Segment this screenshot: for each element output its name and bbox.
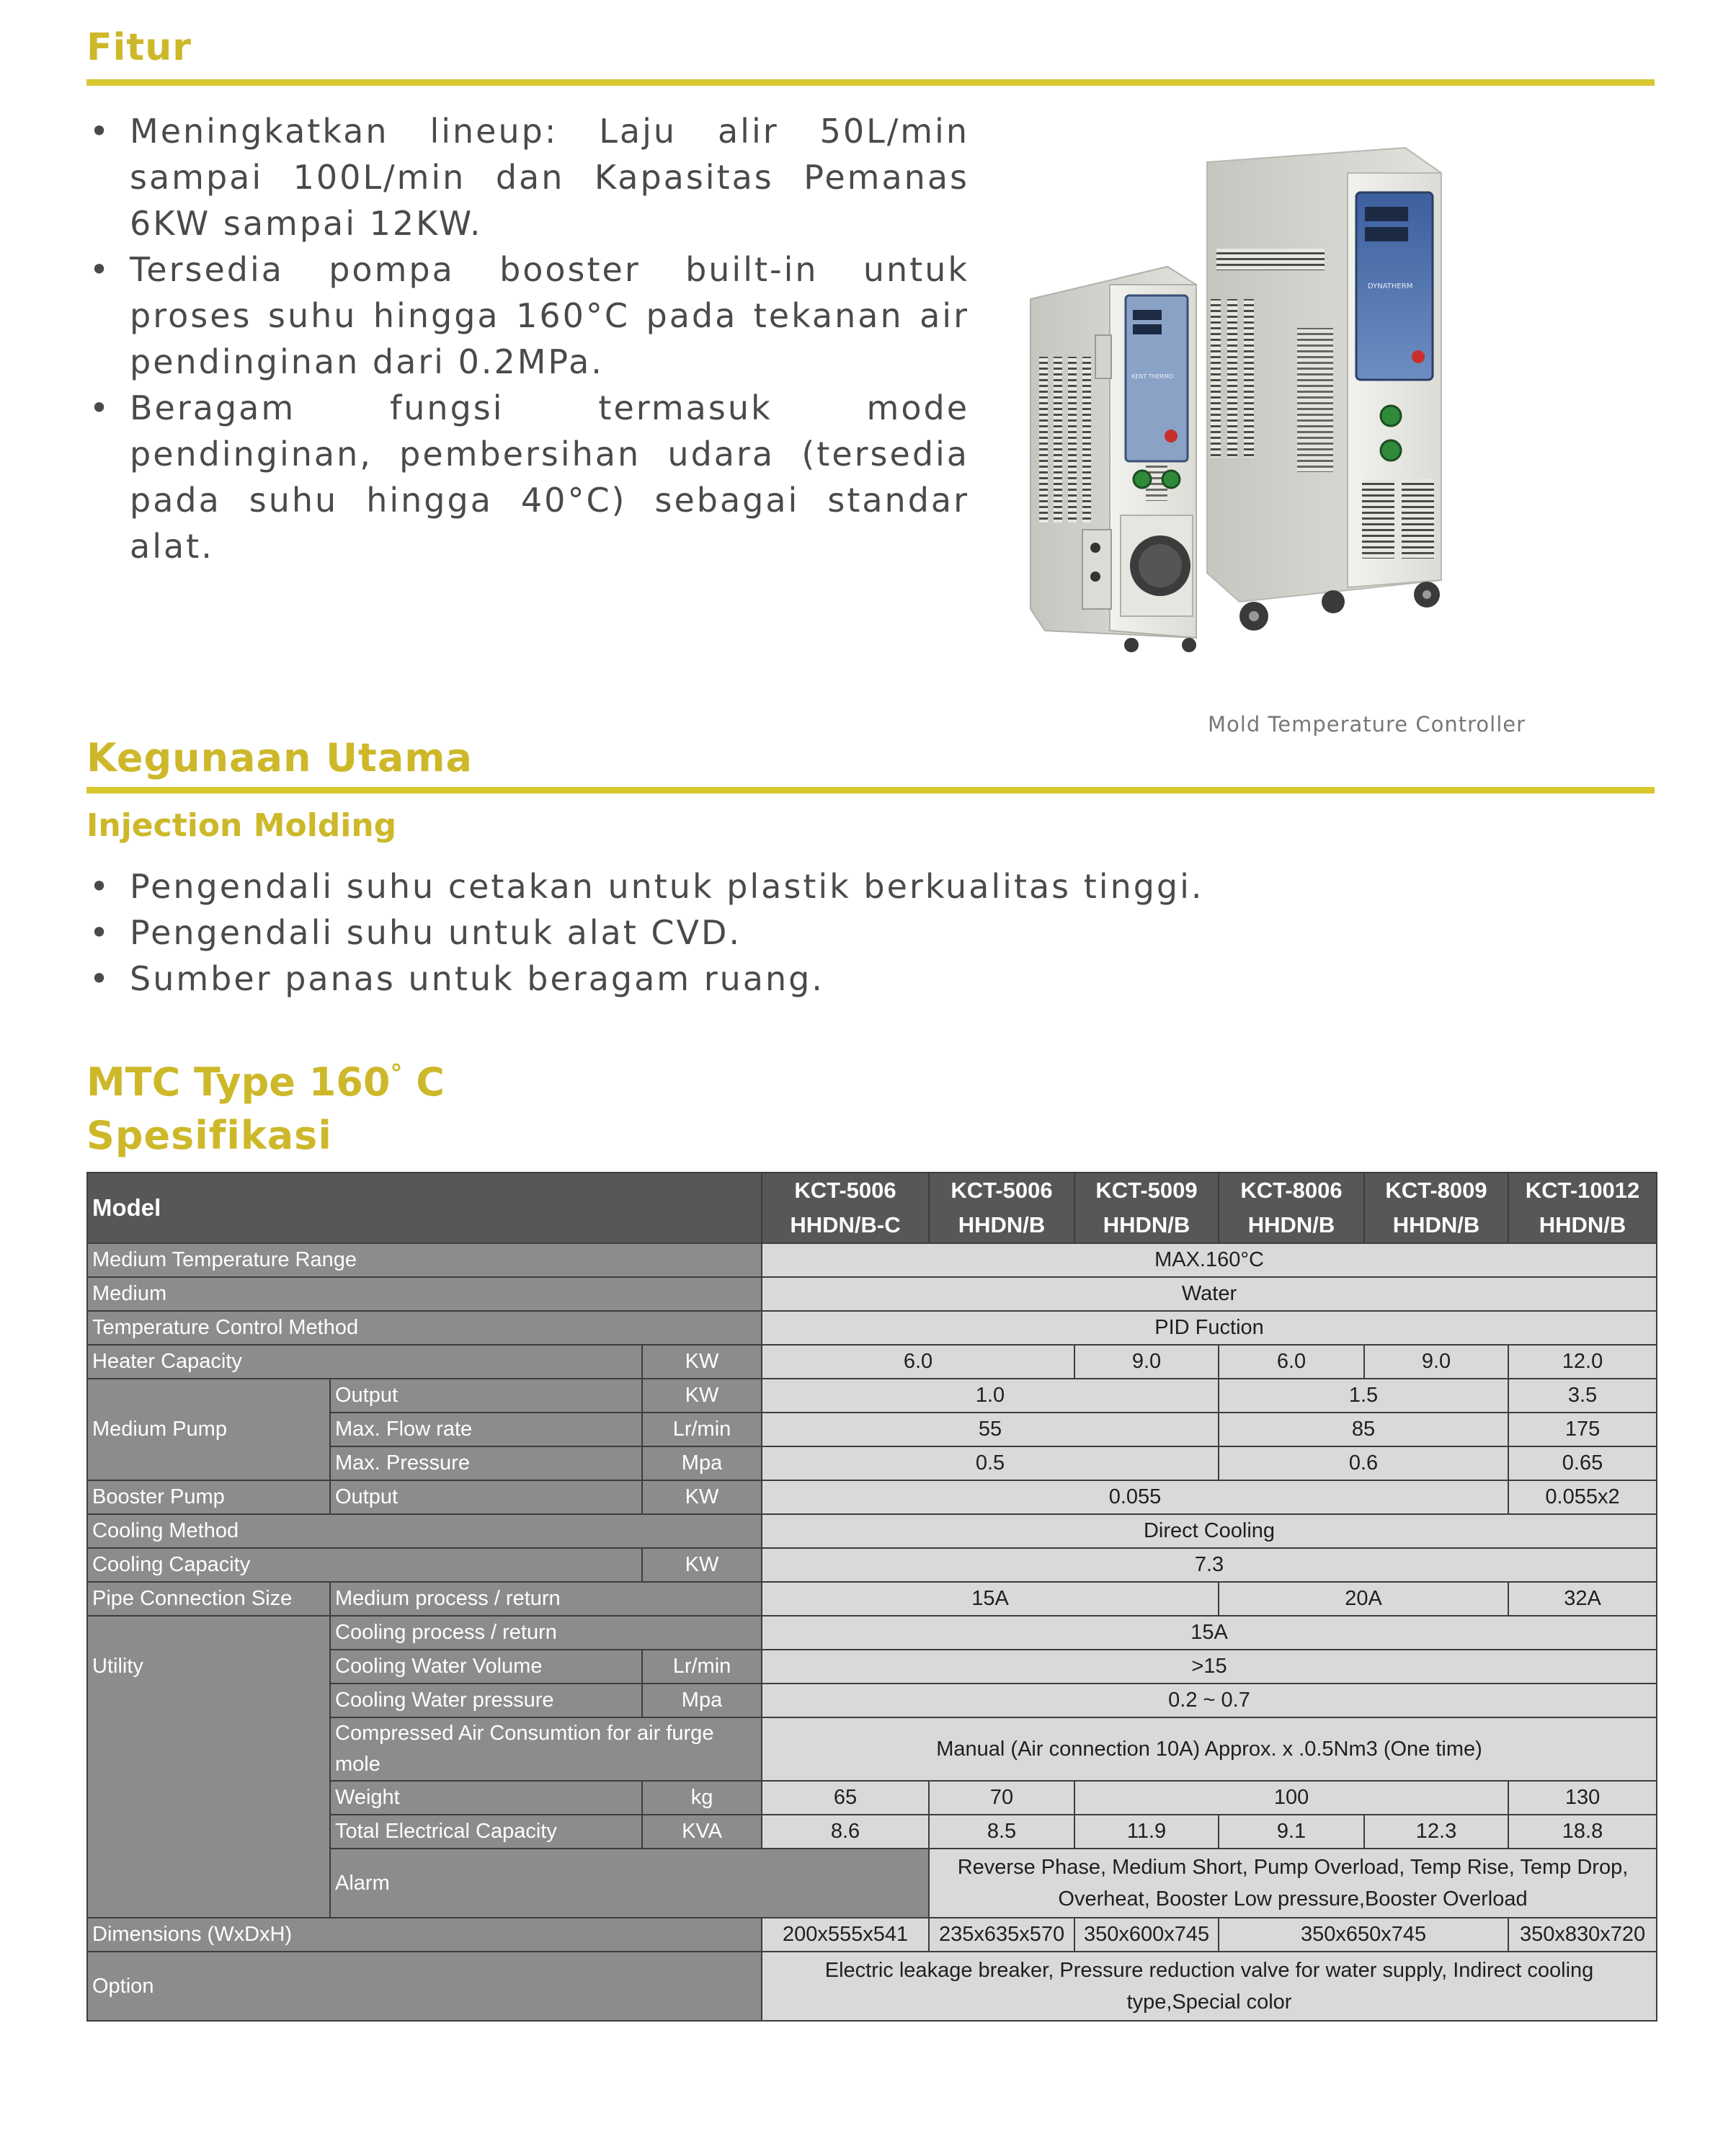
- model-cell: KCT-5009 HHDN/B: [1074, 1173, 1219, 1243]
- table-row: Dimensions (WxDxH) 200x555x541 235x635x570 350x600x745 350x650x745 350x830x720: [87, 1918, 1657, 1952]
- table-row: Option Electric leakage breaker, Pressure reduction valve for water supply, Indirect cooling type,Special color: [87, 1952, 1657, 2021]
- table-row: Cooling Water pressure Mpa 0.2 ~ 0.7: [87, 1684, 1657, 1717]
- list-item: • Meningkatkan lineup: Laju alir 50L/min sampai 100L/min dan Kapasitas Pemanas 6KW sampai 12KW.: [89, 112, 969, 243]
- table-row: Medium Pump Output KW 1.0 1.5 3.5: [87, 1379, 1657, 1413]
- large-unit-label: DYNATHERM: [1368, 283, 1413, 290]
- table-row: Compressed Air Consumtion for air furge mole Manual (Air connection 10A) Approx. x .0.5Nm3 (One time): [87, 1717, 1657, 1781]
- model-cell: KCT-8009 HHDN/B: [1364, 1173, 1508, 1243]
- table-row: Utility Cooling process / return 15A: [87, 1616, 1657, 1650]
- list-item: • Pengendali suhu untuk alat CVD.: [89, 913, 742, 952]
- table-row: Weight kg 65 70 100 130: [87, 1781, 1657, 1815]
- list-item: • Beragam fungsi termasuk mode pendinginan, pembersihan udara (tersedia pada suhu hingga 40°C) sebagai standar alat.: [89, 388, 969, 566]
- table-row: Total Electrical Capacity KVA 8.6 8.5 11.9 9.1 12.3 18.8: [87, 1815, 1657, 1849]
- spec-table: [86, 1172, 1657, 2022]
- table-row: Cooling Water Volume Lr/min >15: [87, 1650, 1657, 1684]
- table-row: Medium Temperature Range MAX.160°C: [87, 1243, 1657, 1277]
- uses-divider: [86, 787, 1655, 793]
- spec-type-title: MTC Type 160° C: [86, 1059, 445, 1105]
- table-row: Temperature Control Method PID Fuction: [87, 1311, 1657, 1345]
- table-row: Pipe Connection Size Medium process / return 15A 20A 32A: [87, 1582, 1657, 1616]
- features-list: [86, 108, 969, 569]
- table-row: Booster Pump Output KW 0.055 0.055x2: [87, 1480, 1657, 1514]
- table-row: Cooling Method Direct Cooling: [87, 1514, 1657, 1548]
- features-title: Fitur: [86, 26, 192, 69]
- list-item: • Sumber panas untuk beragam ruang.: [89, 959, 824, 998]
- photo-caption: Mold Temperature Controller: [1208, 712, 1526, 737]
- table-row: Alarm Reverse Phase, Medium Short, Pump Overload, Temp Rise, Temp Drop, Overheat, Booster Low pressure,Booster Overload: [87, 1849, 1657, 1918]
- list-item: • Pengendali suhu cetakan untuk plastik berkualitas tinggi.: [89, 867, 1204, 906]
- table-row: Cooling Capacity KW 7.3: [87, 1548, 1657, 1582]
- features-divider: [86, 79, 1655, 86]
- spec-title: Spesifikasi: [86, 1113, 332, 1158]
- model-cell: KCT-8006 HHDN/B: [1219, 1173, 1364, 1243]
- model-cell: KCT-10012 HHDN/B: [1508, 1173, 1657, 1243]
- uses-title: Kegunaan Utama: [86, 735, 473, 781]
- model-cell: KCT-5006 HHDN/B-C: [762, 1173, 929, 1243]
- uses-subtitle: Injection Molding: [86, 807, 397, 844]
- table-row: [87, 1173, 1657, 1243]
- list-item: • Tersedia pompa booster built-in untuk proses suhu hingga 160°C pada tekanan air pendinginan dari 0.2MPa.: [89, 250, 969, 381]
- uses-list: [86, 863, 1312, 1002]
- small-unit-label: KENT THERMO: [1131, 373, 1174, 380]
- table-row: Heater Capacity KW 6.0 9.0 6.0 9.0 12.0: [87, 1345, 1657, 1379]
- model-cell: KCT-5006 HHDN/B: [929, 1173, 1074, 1243]
- table-row: Max. Flow rate Lr/min 55 85 175: [87, 1413, 1657, 1446]
- table-row: Medium Water: [87, 1277, 1657, 1311]
- table-row: Max. Pressure Mpa 0.5 0.6 0.65: [87, 1446, 1657, 1480]
- model-label: Model: [87, 1173, 762, 1243]
- product-photo: [1023, 141, 1600, 703]
